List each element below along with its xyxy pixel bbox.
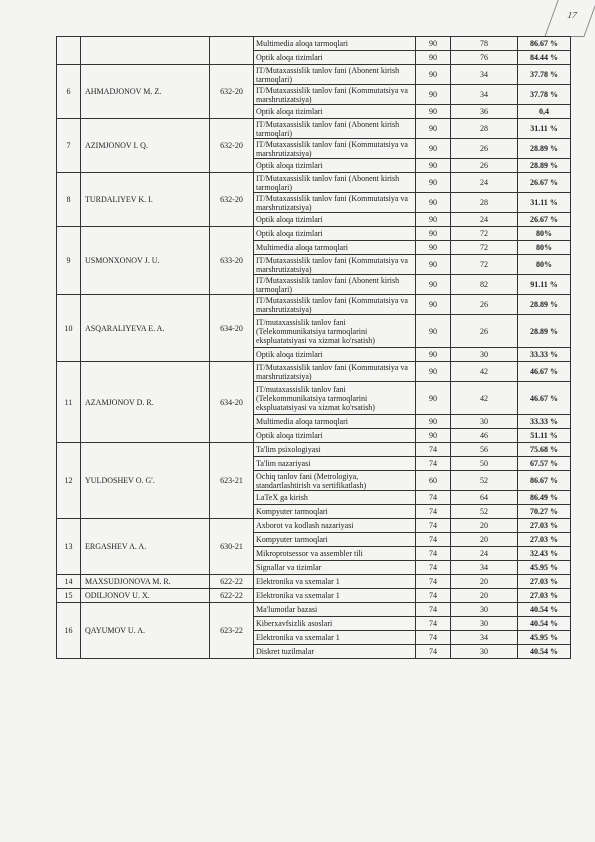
max-score: 90 bbox=[416, 429, 451, 443]
student-score: 52 bbox=[451, 505, 518, 519]
max-score: 74 bbox=[416, 505, 451, 519]
score-percent: 26.67 % bbox=[518, 213, 571, 227]
max-score: 74 bbox=[416, 547, 451, 561]
table-row bbox=[57, 37, 571, 51]
score-percent: 45.95 % bbox=[518, 631, 571, 645]
max-score: 74 bbox=[416, 617, 451, 631]
student-number: 13 bbox=[57, 519, 81, 575]
score-percent: 80% bbox=[518, 255, 571, 275]
student-number: 7 bbox=[57, 119, 81, 173]
grades-table-body bbox=[57, 37, 571, 659]
group-code: 634-20 bbox=[210, 295, 254, 362]
subject-name: Elektronika va sxemalar 1 bbox=[254, 631, 416, 645]
table-row bbox=[57, 575, 571, 589]
max-score: 90 bbox=[416, 139, 451, 159]
score-percent: 40.54 % bbox=[518, 603, 571, 617]
score-percent: 46.67 % bbox=[518, 362, 571, 382]
score-percent: 28.89 % bbox=[518, 159, 571, 173]
group-code: 622-22 bbox=[210, 575, 254, 589]
group-code bbox=[210, 37, 254, 65]
student-score: 26 bbox=[451, 139, 518, 159]
student-score: 30 bbox=[451, 415, 518, 429]
student-score: 72 bbox=[451, 227, 518, 241]
student-name: MAXSUDJONOVA M. R. bbox=[81, 575, 210, 589]
score-percent: 86.49 % bbox=[518, 491, 571, 505]
score-percent: 67.57 % bbox=[518, 457, 571, 471]
subject-name: Optik aloqa tizimlari bbox=[254, 51, 416, 65]
subject-name: Multimedia aloqa tarmoqlari bbox=[254, 415, 416, 429]
group-code: 632-20 bbox=[210, 173, 254, 227]
table-row bbox=[57, 603, 571, 617]
subject-name: Ta'lim psixologiyasi bbox=[254, 443, 416, 457]
max-score: 90 bbox=[416, 227, 451, 241]
score-percent: 27.03 % bbox=[518, 519, 571, 533]
student-score: 34 bbox=[451, 631, 518, 645]
student-score: 30 bbox=[451, 617, 518, 631]
subject-name: IT/mutaxassislik tanlov fani (Telekommunikatsiya tarmoqlarini ekspluatatsiyasi va xizmat ko'rsatish) bbox=[254, 315, 416, 348]
student-score: 20 bbox=[451, 575, 518, 589]
max-score: 74 bbox=[416, 533, 451, 547]
table-row bbox=[57, 119, 571, 139]
score-percent: 32.43 % bbox=[518, 547, 571, 561]
subject-name: Ta'lim nazariyasi bbox=[254, 457, 416, 471]
subject-name: IT/Mutaxassislik tanlov fani (Abonent kirish tarmoqlari) bbox=[254, 65, 416, 85]
max-score: 74 bbox=[416, 457, 451, 471]
student-number: 16 bbox=[57, 603, 81, 659]
student-number: 12 bbox=[57, 443, 81, 519]
max-score: 90 bbox=[416, 362, 451, 382]
student-score: 24 bbox=[451, 173, 518, 193]
score-percent: 86.67 % bbox=[518, 37, 571, 51]
student-score: 72 bbox=[451, 241, 518, 255]
score-percent: 33.33 % bbox=[518, 415, 571, 429]
score-percent: 28.89 % bbox=[518, 295, 571, 315]
score-percent: 31.11 % bbox=[518, 119, 571, 139]
page-number-tab bbox=[544, 0, 595, 37]
table-row bbox=[57, 295, 571, 315]
score-percent: 51.11 % bbox=[518, 429, 571, 443]
student-score: 50 bbox=[451, 457, 518, 471]
score-percent: 27.03 % bbox=[518, 575, 571, 589]
subject-name: IT/mutaxassislik tanlov fani (Telekommunikatsiya tarmoqlarini ekspluatatsiyasi va xizmat ko'rsatish) bbox=[254, 382, 416, 415]
score-percent: 70.27 % bbox=[518, 505, 571, 519]
student-score: 30 bbox=[451, 603, 518, 617]
group-code: 632-20 bbox=[210, 65, 254, 119]
subject-name: IT/Mutaxassislik tanlov fani (Kommutatsiya va marshrutizatsiya) bbox=[254, 255, 416, 275]
score-percent: 45.95 % bbox=[518, 561, 571, 575]
score-percent: 40.54 % bbox=[518, 645, 571, 659]
student-number: 9 bbox=[57, 227, 81, 295]
student-number: 15 bbox=[57, 589, 81, 603]
group-code: 622-22 bbox=[210, 589, 254, 603]
student-score: 36 bbox=[451, 105, 518, 119]
score-percent: 28.89 % bbox=[518, 139, 571, 159]
subject-name: LaTeX ga kirish bbox=[254, 491, 416, 505]
score-percent: 33.33 % bbox=[518, 348, 571, 362]
max-score: 74 bbox=[416, 603, 451, 617]
student-score: 46 bbox=[451, 429, 518, 443]
student-score: 42 bbox=[451, 362, 518, 382]
student-name: ASQARALIYEVA E. A. bbox=[81, 295, 210, 362]
subject-name: Mikroprotsessor va assembler tili bbox=[254, 547, 416, 561]
subject-name: IT/Mutaxassislik tanlov fani (Kommutatsiya va marshrutizatsiya) bbox=[254, 193, 416, 213]
subject-name: IT/Mutaxassislik tanlov fani (Abonent kirish tarmoqlari) bbox=[254, 119, 416, 139]
subject-name: IT/Mutaxassislik tanlov fani (Abonent kirish tarmoqlari) bbox=[254, 173, 416, 193]
max-score: 90 bbox=[416, 105, 451, 119]
subject-name: IT/Mutaxassislik tanlov fani (Kommutatsiya va marshrutizatsiya) bbox=[254, 139, 416, 159]
subject-name: Diskret tuzilmalar bbox=[254, 645, 416, 659]
max-score: 74 bbox=[416, 589, 451, 603]
group-code: 632-20 bbox=[210, 119, 254, 173]
subject-name: Optik aloqa tizimlari bbox=[254, 348, 416, 362]
subject-name: Optik aloqa tizimlari bbox=[254, 213, 416, 227]
student-score: 28 bbox=[451, 119, 518, 139]
page-number: 17 bbox=[565, 10, 579, 20]
subject-name: Kompyuter tarmoqlari bbox=[254, 505, 416, 519]
score-percent: 31.11 % bbox=[518, 193, 571, 213]
group-code: 623-21 bbox=[210, 443, 254, 519]
student-score: 30 bbox=[451, 645, 518, 659]
score-percent: 46.67 % bbox=[518, 382, 571, 415]
score-percent: 37.78 % bbox=[518, 65, 571, 85]
max-score: 74 bbox=[416, 443, 451, 457]
student-name: TURDALIYEV K. I. bbox=[81, 173, 210, 227]
max-score: 90 bbox=[416, 415, 451, 429]
student-score: 24 bbox=[451, 213, 518, 227]
student-name: AZAMJONOV D. R. bbox=[81, 362, 210, 443]
student-score: 78 bbox=[451, 37, 518, 51]
max-score: 90 bbox=[416, 241, 451, 255]
score-percent: 37.78 % bbox=[518, 85, 571, 105]
student-score: 76 bbox=[451, 51, 518, 65]
subject-name: Optik aloqa tizimlari bbox=[254, 105, 416, 119]
subject-name: Signallar va tizimlar bbox=[254, 561, 416, 575]
student-name: YULDOSHEV O. G'. bbox=[81, 443, 210, 519]
max-score: 74 bbox=[416, 631, 451, 645]
student-score: 30 bbox=[451, 348, 518, 362]
student-name: QAYUMOV U. A. bbox=[81, 603, 210, 659]
student-name: ODILJONOV U. X. bbox=[81, 589, 210, 603]
max-score: 90 bbox=[416, 295, 451, 315]
student-score: 64 bbox=[451, 491, 518, 505]
group-code: 633-20 bbox=[210, 227, 254, 295]
score-percent: 27.03 % bbox=[518, 533, 571, 547]
student-score: 20 bbox=[451, 533, 518, 547]
group-code: 623-22 bbox=[210, 603, 254, 659]
student-score: 34 bbox=[451, 85, 518, 105]
max-score: 90 bbox=[416, 65, 451, 85]
max-score: 90 bbox=[416, 382, 451, 415]
group-code: 634-20 bbox=[210, 362, 254, 443]
max-score: 90 bbox=[416, 173, 451, 193]
student-score: 52 bbox=[451, 471, 518, 491]
student-number: 6 bbox=[57, 65, 81, 119]
score-percent: 40.54 % bbox=[518, 617, 571, 631]
student-name: AZIMJONOV I. Q. bbox=[81, 119, 210, 173]
student-score: 20 bbox=[451, 519, 518, 533]
subject-name: IT/Mutaxassislik tanlov fani (Kommutatsiya va marshrutizatsiya) bbox=[254, 295, 416, 315]
subject-name: Elektronika va sxemalar 1 bbox=[254, 575, 416, 589]
max-score: 74 bbox=[416, 561, 451, 575]
student-score: 56 bbox=[451, 443, 518, 457]
table-row bbox=[57, 519, 571, 533]
table-row bbox=[57, 443, 571, 457]
student-name: ERGASHEV A. A. bbox=[81, 519, 210, 575]
score-percent: 26.67 % bbox=[518, 173, 571, 193]
student-score: 34 bbox=[451, 65, 518, 85]
student-name: AHMADJONOV M. Z. bbox=[81, 65, 210, 119]
score-percent: 0,4 bbox=[518, 105, 571, 119]
table-row bbox=[57, 65, 571, 85]
max-score: 90 bbox=[416, 275, 451, 295]
max-score: 90 bbox=[416, 159, 451, 173]
score-percent: 80% bbox=[518, 227, 571, 241]
subject-name: IT/Mutaxassislik tanlov fani (Kommutatsiya va marshrutizatsiya) bbox=[254, 362, 416, 382]
table-row bbox=[57, 589, 571, 603]
subject-name: IT/Mutaxassislik tanlov fani (Abonent kirish tarmoqlari) bbox=[254, 275, 416, 295]
subject-name: Optik aloqa tizimlari bbox=[254, 159, 416, 173]
max-score: 90 bbox=[416, 85, 451, 105]
student-score: 34 bbox=[451, 561, 518, 575]
student-score: 24 bbox=[451, 547, 518, 561]
max-score: 74 bbox=[416, 575, 451, 589]
student-number bbox=[57, 37, 81, 65]
subject-name: Elektronika va sxemalar 1 bbox=[254, 589, 416, 603]
subject-name: Kiberxavfsizlik asoslari bbox=[254, 617, 416, 631]
score-percent: 84.44 % bbox=[518, 51, 571, 65]
max-score: 90 bbox=[416, 193, 451, 213]
subject-name: Ma'lumotlar bazasi bbox=[254, 603, 416, 617]
max-score: 90 bbox=[416, 255, 451, 275]
score-percent: 75.68 % bbox=[518, 443, 571, 457]
subject-name: Axborot va kodlash nazariyasi bbox=[254, 519, 416, 533]
student-score: 26 bbox=[451, 295, 518, 315]
subject-name: Ochiq tanlov fani (Metrologiya, standartlashtirish va sertifikatlash) bbox=[254, 471, 416, 491]
student-number: 11 bbox=[57, 362, 81, 443]
score-percent: 80% bbox=[518, 241, 571, 255]
student-number: 10 bbox=[57, 295, 81, 362]
student-number: 8 bbox=[57, 173, 81, 227]
table-row bbox=[57, 227, 571, 241]
student-name bbox=[81, 37, 210, 65]
table-row bbox=[57, 173, 571, 193]
subject-name: Multimedia aloqa tarmoqlari bbox=[254, 241, 416, 255]
max-score: 90 bbox=[416, 119, 451, 139]
score-percent: 28.89 % bbox=[518, 315, 571, 348]
table-row bbox=[57, 362, 571, 382]
student-score: 20 bbox=[451, 589, 518, 603]
max-score: 90 bbox=[416, 51, 451, 65]
student-number: 14 bbox=[57, 575, 81, 589]
subject-name: Optik aloqa tizimlari bbox=[254, 429, 416, 443]
subject-name: Optik aloqa tizimlari bbox=[254, 227, 416, 241]
max-score: 90 bbox=[416, 37, 451, 51]
student-name: USMONXONOV J. U. bbox=[81, 227, 210, 295]
subject-name: IT/Mutaxassislik tanlov fani (Kommutatsiya va marshrutizatsiya) bbox=[254, 85, 416, 105]
max-score: 74 bbox=[416, 645, 451, 659]
max-score: 90 bbox=[416, 213, 451, 227]
max-score: 90 bbox=[416, 348, 451, 362]
subject-name: Multimedia aloqa tarmoqlari bbox=[254, 37, 416, 51]
score-percent: 86.67 % bbox=[518, 471, 571, 491]
score-percent: 91.11 % bbox=[518, 275, 571, 295]
student-score: 42 bbox=[451, 382, 518, 415]
group-code: 630-21 bbox=[210, 519, 254, 575]
student-score: 28 bbox=[451, 193, 518, 213]
max-score: 74 bbox=[416, 519, 451, 533]
student-score: 26 bbox=[451, 315, 518, 348]
grades-table bbox=[56, 36, 571, 659]
student-score: 26 bbox=[451, 159, 518, 173]
max-score: 74 bbox=[416, 491, 451, 505]
student-score: 72 bbox=[451, 255, 518, 275]
max-score: 60 bbox=[416, 471, 451, 491]
student-score: 82 bbox=[451, 275, 518, 295]
subject-name: Kompyuter tarmoqlari bbox=[254, 533, 416, 547]
max-score: 90 bbox=[416, 315, 451, 348]
score-percent: 27.03 % bbox=[518, 589, 571, 603]
